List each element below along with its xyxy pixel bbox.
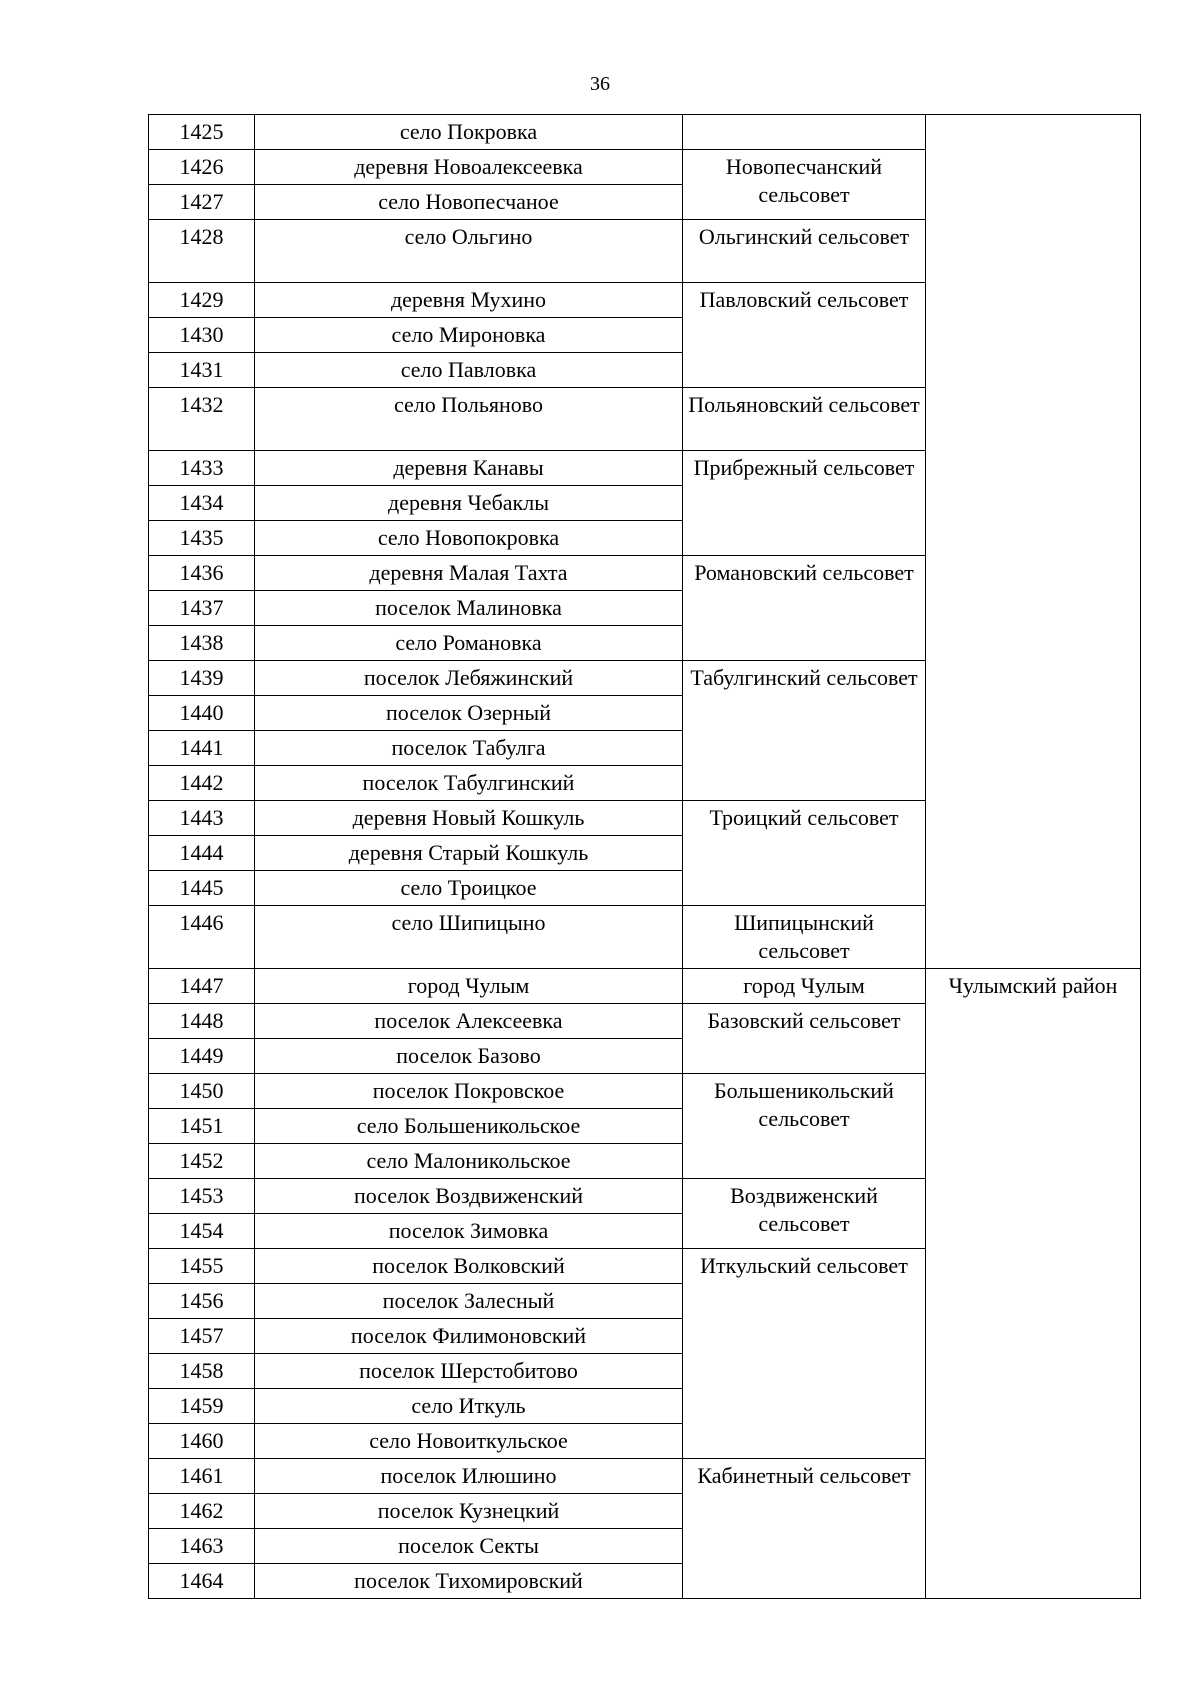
settlement-name: деревня Новоалексеевка (255, 150, 683, 185)
settlement-name: поселок Волковский (255, 1249, 683, 1284)
settlement-name: поселок Зимовка (255, 1214, 683, 1249)
row-number: 1444 (149, 836, 255, 871)
municipality-name: Шипицынский сельсовет (683, 906, 926, 969)
row-number: 1461 (149, 1459, 255, 1494)
settlement-name: поселок Тихомировский (255, 1564, 683, 1599)
row-number: 1457 (149, 1319, 255, 1354)
settlement-name: деревня Старый Кошкуль (255, 836, 683, 871)
settlement-name: село Иткуль (255, 1389, 683, 1424)
settlement-name: деревня Канавы (255, 451, 683, 486)
settlement-name: село Мироновка (255, 318, 683, 353)
settlement-name: село Новопокровка (255, 521, 683, 556)
row-number: 1428 (149, 220, 255, 283)
page-number: 36 (590, 73, 610, 95)
settlement-name: деревня Чебаклы (255, 486, 683, 521)
row-number: 1447 (149, 969, 255, 1004)
row-number: 1445 (149, 871, 255, 906)
row-number: 1438 (149, 626, 255, 661)
settlement-name: село Покровка (255, 115, 683, 150)
row-number: 1459 (149, 1389, 255, 1424)
municipality-name: Кабинетный сельсовет (683, 1459, 926, 1599)
municipality-name: Троицкий сельсовет (683, 801, 926, 906)
row-number: 1439 (149, 661, 255, 696)
table-row (149, 115, 1141, 150)
table-body (149, 115, 1141, 1599)
municipality-name: Ольгинский сельсовет (683, 220, 926, 283)
row-number: 1429 (149, 283, 255, 318)
settlement-name: город Чулым (255, 969, 683, 1004)
settlement-name: поселок Озерный (255, 696, 683, 731)
settlement-name: поселок Покровское (255, 1074, 683, 1109)
row-number: 1462 (149, 1494, 255, 1529)
municipality-name: Большеникольский сельсовет (683, 1074, 926, 1179)
settlement-name: поселок Секты (255, 1529, 683, 1564)
municipality-name (683, 115, 926, 150)
row-number: 1433 (149, 451, 255, 486)
settlement-name: деревня Новый Кошкуль (255, 801, 683, 836)
row-number: 1450 (149, 1074, 255, 1109)
settlement-name: село Ольгино (255, 220, 683, 283)
district-name (926, 115, 1141, 969)
row-number: 1443 (149, 801, 255, 836)
row-number: 1440 (149, 696, 255, 731)
row-number: 1449 (149, 1039, 255, 1074)
row-number: 1458 (149, 1354, 255, 1389)
row-number: 1430 (149, 318, 255, 353)
settlement-name: поселок Кузнецкий (255, 1494, 683, 1529)
row-number: 1446 (149, 906, 255, 969)
settlement-name: поселок Филимоновский (255, 1319, 683, 1354)
municipality-name: Романовский сельсовет (683, 556, 926, 661)
row-number: 1464 (149, 1564, 255, 1599)
row-number: 1456 (149, 1284, 255, 1319)
settlement-name: деревня Малая Тахта (255, 556, 683, 591)
row-number: 1426 (149, 150, 255, 185)
district-name: Чулымский район (926, 969, 1141, 1599)
settlement-name: село Новопесчаное (255, 185, 683, 220)
municipality-name: Павловский сельсовет (683, 283, 926, 388)
row-number: 1453 (149, 1179, 255, 1214)
settlement-name: село Павловка (255, 353, 683, 388)
row-number: 1460 (149, 1424, 255, 1459)
settlement-name: поселок Воздвиженский (255, 1179, 683, 1214)
row-number: 1463 (149, 1529, 255, 1564)
row-number: 1454 (149, 1214, 255, 1249)
settlement-name: поселок Залесный (255, 1284, 683, 1319)
row-number: 1452 (149, 1144, 255, 1179)
municipality-name: Прибрежный сельсовет (683, 451, 926, 556)
municipality-name: Базовский сельсовет (683, 1004, 926, 1074)
municipality-name: Воздвиженский сельсовет (683, 1179, 926, 1249)
settlement-name: село Романовка (255, 626, 683, 661)
row-number: 1435 (149, 521, 255, 556)
municipality-name: город Чулым (683, 969, 926, 1004)
row-number: 1437 (149, 591, 255, 626)
row-number: 1436 (149, 556, 255, 591)
settlement-name: поселок Базово (255, 1039, 683, 1074)
settlement-name: село Новоиткульское (255, 1424, 683, 1459)
settlement-name: поселок Алексеевка (255, 1004, 683, 1039)
settlement-name: деревня Мухино (255, 283, 683, 318)
municipality-name: Польяновский сельсовет (683, 388, 926, 451)
settlement-name: село Польяново (255, 388, 683, 451)
settlement-name: село Троицкое (255, 871, 683, 906)
settlement-name: поселок Малиновка (255, 591, 683, 626)
municipality-name: Табулгинский сельсовет (683, 661, 926, 801)
settlements-table (148, 114, 1141, 1599)
row-number: 1432 (149, 388, 255, 451)
municipality-name: Иткульский сельсовет (683, 1249, 926, 1459)
row-number: 1431 (149, 353, 255, 388)
row-number: 1425 (149, 115, 255, 150)
municipality-name: Новопесчанский сельсовет (683, 150, 926, 220)
settlement-name: поселок Илюшино (255, 1459, 683, 1494)
row-number: 1434 (149, 486, 255, 521)
row-number: 1442 (149, 766, 255, 801)
row-number: 1427 (149, 185, 255, 220)
settlement-name: поселок Шерстобитово (255, 1354, 683, 1389)
settlement-name: поселок Табулга (255, 731, 683, 766)
settlement-name: село Шипицыно (255, 906, 683, 969)
settlement-name: поселок Табулгинский (255, 766, 683, 801)
settlement-name: село Большеникольское (255, 1109, 683, 1144)
row-number: 1448 (149, 1004, 255, 1039)
table-row (149, 969, 1141, 1004)
row-number: 1455 (149, 1249, 255, 1284)
settlement-name: поселок Лебяжинский (255, 661, 683, 696)
settlement-name: село Малоникольское (255, 1144, 683, 1179)
row-number: 1451 (149, 1109, 255, 1144)
row-number: 1441 (149, 731, 255, 766)
